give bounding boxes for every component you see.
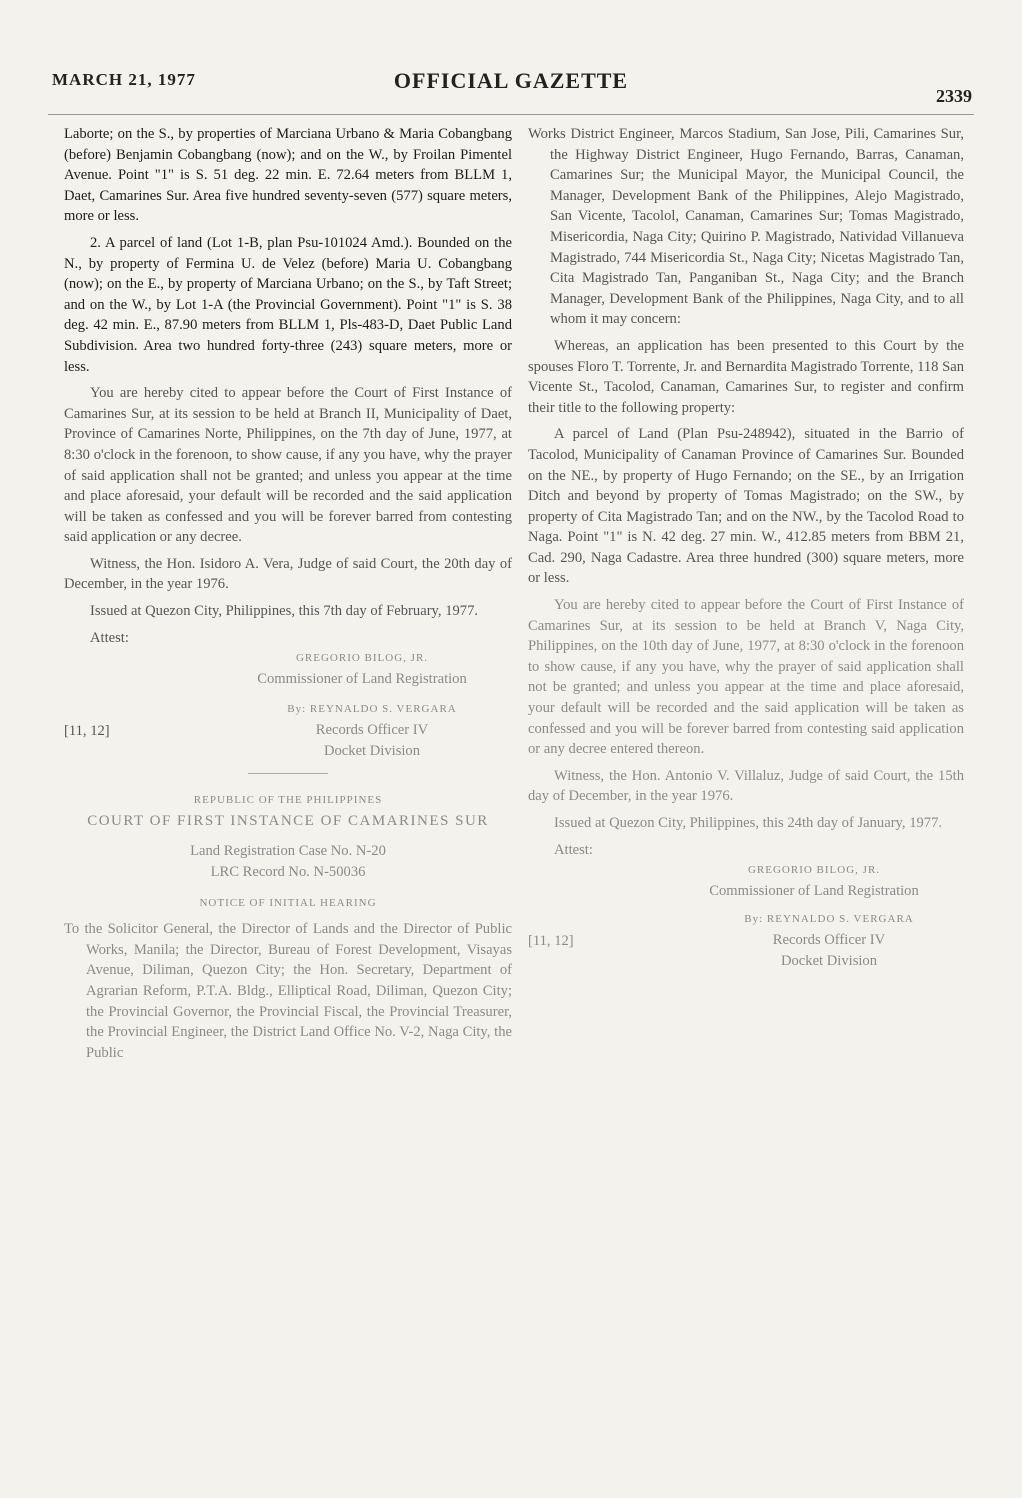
right-paragraph-6: Issued at Quezon City, Philippines, this 24th day of January, 1977. — [554, 815, 943, 831]
right-paragraph-4: You are hereby cited to appear before the Court of First Instance of Camarines Sur, at its session to be held at Branch V, Naga City, Philippines, on the 10th day of June, 1977, at 8:30 o'clock in the forenoon to show cause, if any you have, why the prayer of said application shall not be granted; and unless you appear at the time and place aforesaid, your default will be recorded and the said application will be taken as confessed and you will be forever barred from contesting said application or any decree entered thereon. — [528, 597, 964, 758]
section-separator — [248, 773, 328, 774]
left-paragraph-3: You are hereby cited to appear before the Court of First Instance of Camarines Sur, at its session to be held at Branch II, Municipality of Daet, Province of Camarines Norte, Philippines, on the 7th day of June, 1977, at 8:30 o'clock in the forenoon, to show cause, if any you have, why the prayer of said application shall not be granted; and unless you appear at the time and place aforesaid, your default will be recorded and the said application will be taken as confessed and you will be forever barred from contesting said application or any decree. — [64, 385, 512, 546]
reference-number: [11, 12] — [64, 723, 110, 740]
left-paragraph-2: 2. A parcel of land (Lot 1-B, plan Psu-101024 Amd.). Bounded on the N., by property of Fermina U. de Velez (before) Maria U. Cobangbang (now); on the E., by property of Marciana Urbano; on the S., by Taft Street; and on the W., by Lot 1-A (the Provincial Government). Point "1" is S. 38 deg. 42 min. E., 87.90 meters from BLLM 1, Pls-483-D, Daet Public Land Subdivision. Area two hundred forty-three (243) square meters, more or less. — [64, 234, 512, 375]
notice-addressees: To the Solicitor General, the Director of Lands and the Director of Public Works, Manila; the Director, Bureau of Forest Development, Visayas Avenue, Diliman, Quezon City; the Hon. Secretary, Department of Agrarian Reform, P.T.A. Bldg., Elliptical Road, Diliman, Quezon City; the Provincial Governor, the Provincial Fiscal, the Provincial Treasurer, the Provincial Engineer, the District Land Office No. V-2, Naga City, the Public — [64, 921, 512, 1061]
page-header — [40, 62, 982, 106]
by-signatory-name: By: REYNALDO S. VERGARA — [287, 703, 457, 716]
court-heading: COURT OF FIRST INSTANCE OF CAMARINES SUR — [87, 812, 489, 829]
right-paragraph-5: Witness, the Hon. Antonio V. Villaluz, Judge of said Court, the 15th day of December, in the year 1976. — [528, 767, 964, 805]
right-paragraph-3: A parcel of Land (Plan Psu-248942), situated in the Barrio of Tacolod, Municipality of Canaman Province of Camarines Sur. Bounded on the NE., by property of Hugo Fernando; on the SE., by an Irrigation Ditch and beyond by property of Tomas Magistrado; on the SW., by property of Cita Magistrado Tan; and on the NW., by the Tacolod Road to Naga. Point "1" is N. 42 deg. 27 min. W., 412.85 meters from BBM 21, Cad. 290, Naga Cadastre. Area three hundred (300) square meters, more or less. — [528, 426, 964, 587]
right-by-signatory-title: Records Officer IV — [772, 931, 886, 948]
right-signatory-title: Commissioner of Land Registration — [709, 882, 919, 899]
left-column — [64, 124, 512, 1069]
right-paragraph-1: Works District Engineer, Marcos Stadium, San Jose, Pili, Camarines Sur, the Highway District Engineer, Hugo Fernando, Barras, Canaman, Camarines Sur; the Municipal Mayor, the Municipal Council, the Manager, Development Bank of the Philippines, Alejo Magistrado, San Vicente, Tacolol, Canaman, Camarines Sur; Tomas Magistrado, Misericordia, Naga City; Quirino P. Magistrado, Natividad Villanueva Magistrado, 744 Misericordia St., Naga City; Nicetas Magistrado Tan, Cita Magistrado Tan, Panganiban St., Naga City; and the Branch Manager, Development Bank of the Philippines, Naga City, and to all whom it may concern: — [528, 126, 964, 328]
attest-label: Attest: — [90, 629, 129, 646]
right-attest-block — [528, 840, 964, 972]
right-attest-label: Attest: — [554, 841, 593, 858]
signatory-name: GREGORIO BILOG, JR. — [295, 652, 429, 665]
right-signatory-name: GREGORIO BILOG, JR. — [747, 864, 881, 877]
right-by-signature-block — [694, 909, 964, 971]
header-title: OFFICIAL GAZETTE — [393, 68, 629, 93]
right-signature-block — [664, 860, 964, 901]
right-paragraph-2: Whereas, an application has been presented to this Court by the spouses Floro T. Torrente, Jr. and Bernardita Magistrado Torrente, 118 San Vicente St., Tacolod, Canaman, Camarines Sur, to register and confirm their title to the following property: — [528, 337, 964, 416]
page-number: 2339 — [936, 86, 972, 106]
left-paragraph-5: Issued at Quezon City, Philippines, this 7th day of February, 1977. — [90, 603, 479, 620]
signature-block — [212, 648, 512, 689]
by-signatory-division: Docket Division — [323, 742, 421, 759]
right-reference-number: [11, 12] — [528, 933, 574, 950]
right-by-signature-row — [528, 909, 964, 971]
by-signatory-title: Records Officer IV — [315, 722, 429, 739]
by-signature-block — [232, 699, 512, 761]
signatory-title: Commissioner of Land Registration — [257, 670, 467, 687]
republic-heading: REPUBLIC OF THE PHILIPPINES — [193, 794, 383, 807]
header-date: MARCH 21, 1977 — [52, 70, 196, 89]
left-attest-block — [64, 628, 512, 762]
notice-title: NOTICE OF INITIAL HEARING — [199, 896, 377, 909]
left-paragraph-1: Laborte; on the S., by properties of Marciana Urbano & Maria Cobangbang (before) Benjamin Cobangbang (now); and on the W., by Froilan Pimentel Avenue. Point "1" is S. 51 deg. 22 min. E. 72.64 meters from BLLM 1, Daet, Camarines Sur. Area five hundred seventy-seven (577) square meters, more or less. — [64, 126, 512, 225]
right-column — [528, 124, 964, 977]
header-rule — [48, 114, 974, 115]
right-by-signatory-division: Docket Division — [780, 952, 878, 969]
left-paragraph-4: Witness, the Hon. Isidoro A. Vera, Judge of said Court, the 20th day of December, in the year 1976. — [64, 555, 512, 593]
right-by-signatory-name: By: REYNALDO S. VERGARA — [744, 913, 914, 926]
by-signature-row — [64, 699, 512, 761]
case-number: Land Registration Case No. N-20 — [190, 843, 386, 860]
lrc-record-number: LRC Record No. N-50036 — [210, 864, 366, 880]
